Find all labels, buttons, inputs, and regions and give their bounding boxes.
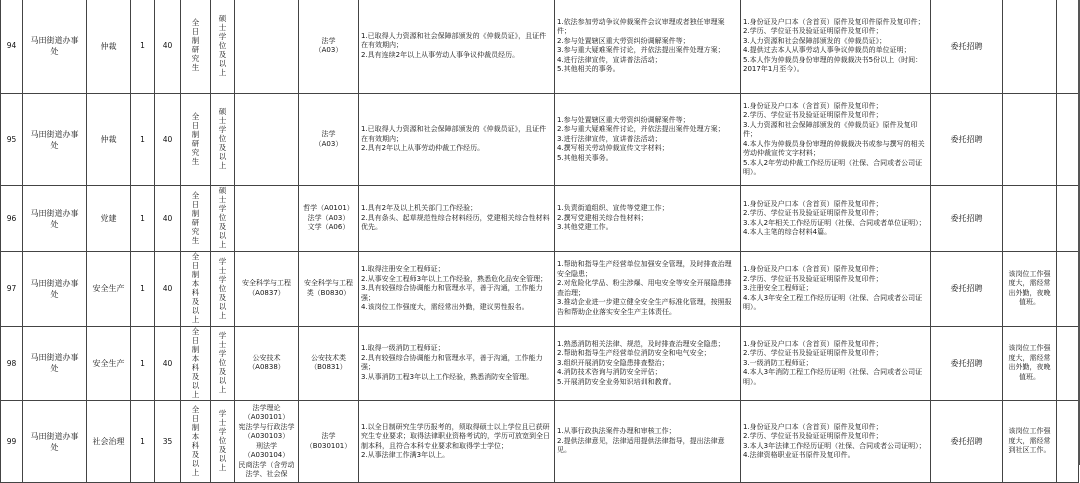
degree-cell: [211, 186, 235, 252]
education-cell-text: 全日制本科及以上: [191, 404, 200, 477]
degree-cell-text: 学士学位及以上: [218, 331, 227, 394]
duties-cell: [555, 326, 741, 401]
other-requirements-cell: [359, 186, 555, 252]
unit-cell-line: 处: [50, 140, 59, 150]
major-grad-cell-line: （A03）: [314, 46, 343, 54]
materials-cell: [741, 186, 931, 252]
other-requirements-cell-line: 4.该岗位工作强度大，需经常出外勤，建议男性报名。: [361, 303, 529, 311]
degree-cell: [211, 0, 235, 94]
method-cell: 委托招聘: [931, 0, 1003, 94]
position-cell: 仲裁: [87, 94, 131, 186]
major-undergrad-cell: [235, 252, 299, 327]
duties-cell-line: 2.参与重大疑难案件讨论，并依法提出案件处理方案；: [557, 125, 725, 134]
degree-cell: [211, 326, 235, 401]
major-undergrad-cell-line: 公安技术: [252, 353, 281, 362]
education-cell-text: 全日制本科及以上: [191, 252, 200, 324]
materials-cell-line: 4.提供过去本人从事劳动人事争议仲裁员的单位证明；: [743, 46, 911, 54]
major-undergrad-cell-line: （A0838）: [248, 363, 285, 372]
position-cell: 仲裁: [87, 0, 131, 94]
materials-cell-line: 5.本人作为仲裁员身份审理的仲裁裁决书5份以上（时间：2017年1月至今）。: [743, 55, 923, 73]
duties-cell-line: 4.进行法律宣传，宣讲普法活动；: [557, 55, 662, 64]
remark-cell-line: 该岗位工作强: [1008, 427, 1051, 436]
remark-cell-line: 出外勤，夜晚: [1008, 288, 1051, 297]
materials-cell-line: 2.学历、学位证书及验证证明原件及复印件；: [743, 27, 883, 35]
other-requirements-cell-line: 3.具有较强综合协调能力和管理水平，善于沟通，工作能力强；: [361, 284, 543, 302]
unit-cell-line: 马田街道办事: [30, 129, 79, 139]
other-requirements-cell-line: 2.具有连续2年以上从事劳动人事争议仲裁员经历。: [361, 50, 520, 59]
unit-cell-line: 处: [50, 219, 59, 229]
materials-cell-line: 1.身份证及户口本（含首页）原件及复印件原件及复印件；: [743, 17, 925, 26]
blank-cell: [1057, 326, 1079, 401]
duties-cell-line: 2.提供法律意见，法律适用提供法律指导，提出法律意见。: [557, 436, 725, 455]
materials-cell-line: 3.人力资源和社会保障部颁发的《仲裁员证》原件及复印件；: [743, 120, 918, 138]
remark-cell: [1003, 326, 1057, 401]
major-grad-cell-line: （B030101）: [305, 441, 352, 450]
unit-cell: [23, 186, 87, 252]
count-cell: 1: [131, 186, 155, 252]
unit-cell: [23, 401, 87, 483]
unit-cell-line: 马田街道办事: [30, 278, 79, 288]
position-cell: 安全生产: [87, 326, 131, 401]
unit-cell: [23, 326, 87, 401]
duties-cell-line: 2.参与处置辖区重大劳资纠纷调解案件等；: [557, 36, 690, 45]
table-row: [1, 0, 1079, 94]
age-cell: 40: [155, 326, 181, 401]
major-undergrad-cell-line: 民商法学（含劳动法学、社会保: [238, 460, 295, 478]
remark-cell: [1003, 252, 1057, 327]
unit-cell-line: 处: [50, 364, 59, 374]
remark-cell-line: 度大，需经常: [1008, 279, 1051, 288]
education-cell-text: 全日制研究生: [191, 190, 200, 245]
major-grad-cell-line: 文学（A06）: [307, 223, 350, 232]
duties-cell-line: 1.负责街道组织、宣传等党建工作；: [557, 204, 669, 213]
major-undergrad-cell-line: 法学理论: [252, 403, 281, 412]
table-row: [1, 94, 1079, 186]
degree-cell-text: 硕士学位及以上: [218, 186, 227, 250]
materials-cell-line: 3.人力资源和社会保障部颁发的《仲裁员证》；: [743, 36, 887, 45]
major-grad-cell: [299, 186, 359, 252]
seq-cell: 95: [1, 94, 23, 186]
major-grad-cell-line: 哲学（A0101）: [303, 204, 354, 213]
seq-cell: 97: [1, 252, 23, 327]
materials-cell-line: 3.一级消防工程师证；: [743, 358, 813, 367]
seq-cell: 99: [1, 401, 23, 483]
remark-cell: [1003, 0, 1057, 94]
education-cell: [181, 326, 211, 401]
unit-cell-line: 马田街道办事: [30, 36, 79, 45]
position-cell: 安全生产: [87, 252, 131, 327]
education-cell-text: 全日制本科及以上: [191, 326, 200, 399]
materials-cell-line: 1.身份证及户口本（含首页）原件及复印件；: [743, 422, 883, 431]
major-undergrad-cell: [235, 401, 299, 483]
major-grad-cell-line: 类（B0830）: [306, 288, 351, 297]
other-requirements-cell-line: 3.从事消防工程3年以上工作经验，熟悉消防安全管理。: [361, 372, 534, 381]
duties-cell-line: 2.帮助和指导生产经营单位消防安全和电气安全；: [557, 349, 711, 357]
duties-cell: [555, 0, 741, 94]
duties-cell-line: 1.参与处置辖区重大劳资纠纷调解案件等；: [557, 115, 690, 124]
age-cell: 40: [155, 186, 181, 252]
major-grad-cell-line: 公安技术类: [311, 353, 346, 362]
table-row: [1, 401, 1079, 483]
major-undergrad-cell-line: （A0837）: [248, 288, 285, 297]
other-requirements-cell-line: 1.以全日制研究生学历报考的，须取得硕士以上学位且已获研究生专业要求；取得法律职业资格考试的，学历可放宽到全日制本科，且符合本科专业要求和取得学士学位；: [361, 422, 550, 450]
degree-cell: [211, 94, 235, 186]
remark-cell-line: 值班。: [1019, 372, 1040, 381]
remark-cell-line: 度大，需经常: [1008, 436, 1051, 445]
other-requirements-cell-line: 2.从事法律工作满3年以上。: [361, 451, 450, 459]
remark-cell-line: 出外勤，夜晚: [1008, 363, 1051, 372]
materials-cell: [741, 0, 931, 94]
materials-cell-line: 3.本人3年法律工作经历证明（社保、合同或者公司证明）；: [743, 441, 926, 450]
unit-cell-line: 处: [50, 442, 59, 452]
unit-cell-line: 马田街道办事: [30, 431, 79, 441]
materials-cell-line: 3.本人2年相关工作经历证明（社保、合同或者单位证明）；: [743, 218, 926, 227]
major-undergrad-cell: [235, 326, 299, 401]
count-cell: 1: [131, 401, 155, 483]
duties-cell: [555, 252, 741, 327]
materials-cell-line: 2.学历、学位证书及验证证明原件及复印件；: [743, 432, 883, 440]
duties-cell-line: 5.其他相关事务。: [557, 153, 613, 162]
unit-cell: [23, 0, 87, 94]
unit-cell-line: 马田街道办事: [30, 208, 79, 218]
table-row: [1, 186, 1079, 252]
other-requirements-cell: [359, 326, 555, 401]
method-cell: 委托招聘: [931, 94, 1003, 186]
major-grad-cell-line: 安全科学与工程: [304, 279, 353, 288]
blank-cell: [1057, 94, 1079, 186]
major-undergrad-cell: [235, 0, 299, 94]
duties-cell-line: 1.熟悉消防相关法律、规范，及时排查治理安全隐患；: [557, 339, 725, 348]
remark-cell-line: 该岗位工作强: [1008, 344, 1051, 353]
duties-cell-line: 4.撰写相关劳动仲裁宣传文字材料；: [557, 144, 669, 153]
materials-cell-line: 1.身份证及户口本（含首页）原件及复印件；: [743, 199, 883, 208]
materials-cell-line: 4.本人3年消防工程工作经历证明（社保、合同或者公司证明）。: [743, 368, 923, 386]
major-undergrad-cell-line: 宪法学与行政法学（A030103）: [238, 422, 295, 440]
remark-cell-line: 度大，需经常: [1008, 353, 1051, 362]
duties-cell: [555, 94, 741, 186]
remark-cell: [1003, 401, 1057, 483]
education-cell: [181, 252, 211, 327]
duties-cell-line: 5.开展消防安全业务知识培训和教育。: [557, 377, 676, 386]
degree-cell-text: 硕士学位及以上: [218, 13, 227, 77]
duties-cell-line: 4.消防技术咨询与消防安全评估；: [557, 368, 662, 376]
major-grad-cell-line: 法学: [321, 432, 336, 440]
materials-cell: [741, 401, 931, 483]
count-cell: 1: [131, 0, 155, 94]
education-cell-text: 全日制研究生: [191, 111, 200, 166]
other-requirements-cell-line: 1.取得一级消防工程师证；: [361, 344, 445, 353]
duties-cell-line: 1.依法参加劳动争议仲裁案件会议审理或者独任审理案件；: [557, 17, 725, 35]
materials-cell-line: 1.身份证及户口本（含首页）原件及复印件；: [743, 339, 883, 348]
duties-cell-line: 5.其他相关的事务。: [557, 65, 620, 73]
materials-cell-line: 5.本人2年劳动仲裁工作经历证明（社保、合同或者公司证明）。: [743, 158, 923, 176]
other-requirements-cell-line: 2.具有条头、起草规范性综合材料经历，党建相关综合性材料优先。: [361, 213, 550, 232]
other-requirements-cell-line: 1.已取得人力资源和社会保障部颁发的《仲裁员证》，且证件在有效期内；: [361, 125, 547, 143]
major-undergrad-cell-line: （A030101）: [243, 413, 290, 421]
education-cell-text: 全日制研究生: [191, 18, 200, 73]
duties-cell-line: 3.推动企业进一步建立健全安全生产标准化管理，按照报告和帮助企业落实安全生产主体责任。: [557, 298, 732, 316]
other-requirements-cell-line: 2.从事安全工程师3年以上工作经验，熟悉危化品安全管理；: [361, 274, 548, 283]
remark-cell-line: 值班。: [1019, 298, 1040, 307]
blank-cell: [1057, 186, 1079, 252]
blank-cell: [1057, 252, 1079, 327]
duties-cell-line: 2.对危险化学品、粉尘涉爆、用电安全等安全开展隐患排查治理；: [557, 279, 732, 297]
age-cell: 40: [155, 94, 181, 186]
method-cell: 委托招聘: [931, 252, 1003, 327]
unit-cell-line: 马田街道办事: [30, 353, 79, 363]
other-requirements-cell: [359, 252, 555, 327]
materials-cell-line: 4.法律资格职业证书原件及复印件。: [743, 451, 855, 459]
degree-cell: [211, 252, 235, 327]
major-undergrad-cell: [235, 186, 299, 252]
blank-cell: [1057, 0, 1079, 94]
unit-cell-line: 处: [50, 289, 59, 299]
materials-cell-line: 2.学历、学位证书及验证证明原件及复印件；: [743, 111, 883, 119]
major-grad-cell-line: 法学: [321, 130, 336, 138]
unit-cell: [23, 94, 87, 186]
major-undergrad-cell-line: （A030104）: [243, 451, 290, 459]
materials-cell: [741, 94, 931, 186]
major-grad-cell-line: （A03）: [314, 139, 343, 148]
major-grad-cell: [299, 252, 359, 327]
major-grad-cell: [299, 401, 359, 483]
major-grad-cell: [299, 94, 359, 186]
major-grad-cell-line: 法学（A03）: [307, 213, 350, 222]
duties-cell-line: 2.撰写党建相关综合性材料；: [557, 213, 648, 222]
remark-cell-line: 该岗位工作强: [1008, 269, 1051, 278]
major-grad-cell-line: 法学: [321, 36, 336, 45]
other-requirements-cell: [359, 0, 555, 94]
degree-cell-text: 学士学位及以上: [218, 256, 227, 320]
degree-cell-text: 学士学位及以上: [218, 409, 227, 473]
remark-cell: [1003, 94, 1057, 186]
other-requirements-cell: [359, 94, 555, 186]
table-row: [1, 326, 1079, 401]
table-row: [1, 252, 1079, 327]
materials-cell-line: 2.学历、学位证书及验证证明原件及复印件；: [743, 274, 883, 283]
materials-cell: [741, 252, 931, 327]
major-grad-cell: [299, 326, 359, 401]
other-requirements-cell-line: 1.具有2年及以上机关部门工作经验；: [361, 204, 478, 213]
other-requirements-cell-line: 1.已取得人力资源和社会保障部颁发的《仲裁员证》，且证件在有效期内；: [361, 31, 547, 50]
degree-cell-text: 硕士学位及以上: [218, 107, 227, 171]
other-requirements-cell: [359, 401, 555, 483]
major-undergrad-cell: [235, 94, 299, 186]
remark-cell: [1003, 186, 1057, 252]
education-cell: [181, 0, 211, 94]
count-cell: 1: [131, 326, 155, 401]
materials-cell-line: 3.注册安全工程师证；: [743, 284, 813, 292]
materials-cell-line: 2.学历、学位证书及验证证明原件及复印件；: [743, 349, 883, 357]
major-undergrad-cell-line: 刑法学: [256, 441, 277, 450]
other-requirements-cell-line: 2.具有较强综合协调能力和管理水平，善于沟通，工作能力强；: [361, 353, 543, 372]
materials-cell: [741, 326, 931, 401]
duties-cell-line: 3.其他党建工作。: [557, 223, 613, 232]
seq-cell: 94: [1, 0, 23, 94]
age-cell: 40: [155, 252, 181, 327]
major-grad-cell-line: （B0831）: [310, 363, 347, 372]
duties-cell-line: 1.从事行政执法案件办理和审核工作；: [557, 427, 676, 436]
remark-cell-line: 到社区工作。: [1008, 446, 1051, 455]
materials-cell-line: 2.学历、学位证书及验证证明原件及复印件；: [743, 209, 883, 217]
major-undergrad-cell-line: 安全科学与工程: [242, 279, 291, 288]
duties-cell-line: 1.帮助和指导生产经营单位加强安全管理，及时排查治理安全隐患；: [557, 260, 732, 278]
duties-cell: [555, 186, 741, 252]
materials-cell-line: 1.身份证及户口本（含首页）原件及复印件；: [743, 101, 883, 110]
other-requirements-cell-line: 1.取得注册安全工程师证；: [361, 265, 445, 273]
count-cell: 1: [131, 252, 155, 327]
unit-cell-line: 处: [50, 47, 59, 56]
blank-cell: [1057, 401, 1079, 483]
materials-cell-line: 4.本人主笔的综合材料4篇。: [743, 228, 832, 236]
count-cell: 1: [131, 94, 155, 186]
degree-cell: [211, 401, 235, 483]
duties-cell: [555, 401, 741, 483]
seq-cell: 98: [1, 326, 23, 401]
education-cell: [181, 94, 211, 186]
method-cell: 委托招聘: [931, 326, 1003, 401]
method-cell: 委托招聘: [931, 186, 1003, 252]
position-cell: 社会治理: [87, 401, 131, 483]
materials-cell-line: 1.身份证及户口本（含首页）原件及复印件；: [743, 265, 883, 273]
duties-cell-line: 3.组织开展消防安全隐患排查整治；: [557, 358, 669, 367]
major-grad-cell: [299, 0, 359, 94]
education-cell: [181, 401, 211, 483]
materials-cell-line: 4.本人3年安全工程工作经历证明（社保、合同或者公司证明）。: [743, 293, 923, 311]
materials-cell-line: 4.本人作为仲裁员身份审理的仲裁裁决书或参与撰写的相关劳动仲裁宣传文字材料；: [743, 139, 925, 157]
age-cell: 40: [155, 0, 181, 94]
duties-cell-line: 3.参与重大疑难案件讨论，并依法提出案件处理方案；: [557, 46, 725, 54]
position-cell: 党建: [87, 186, 131, 252]
age-cell: 35: [155, 401, 181, 483]
duties-cell-line: 3.进行法律宣传，宣讲普法活动；: [557, 134, 662, 143]
method-cell: 委托招聘: [931, 401, 1003, 483]
unit-cell: [23, 252, 87, 327]
other-requirements-cell-line: 2.具有2年以上从事劳动仲裁工作经历。: [361, 144, 485, 153]
seq-cell: 96: [1, 186, 23, 252]
education-cell: [181, 186, 211, 252]
